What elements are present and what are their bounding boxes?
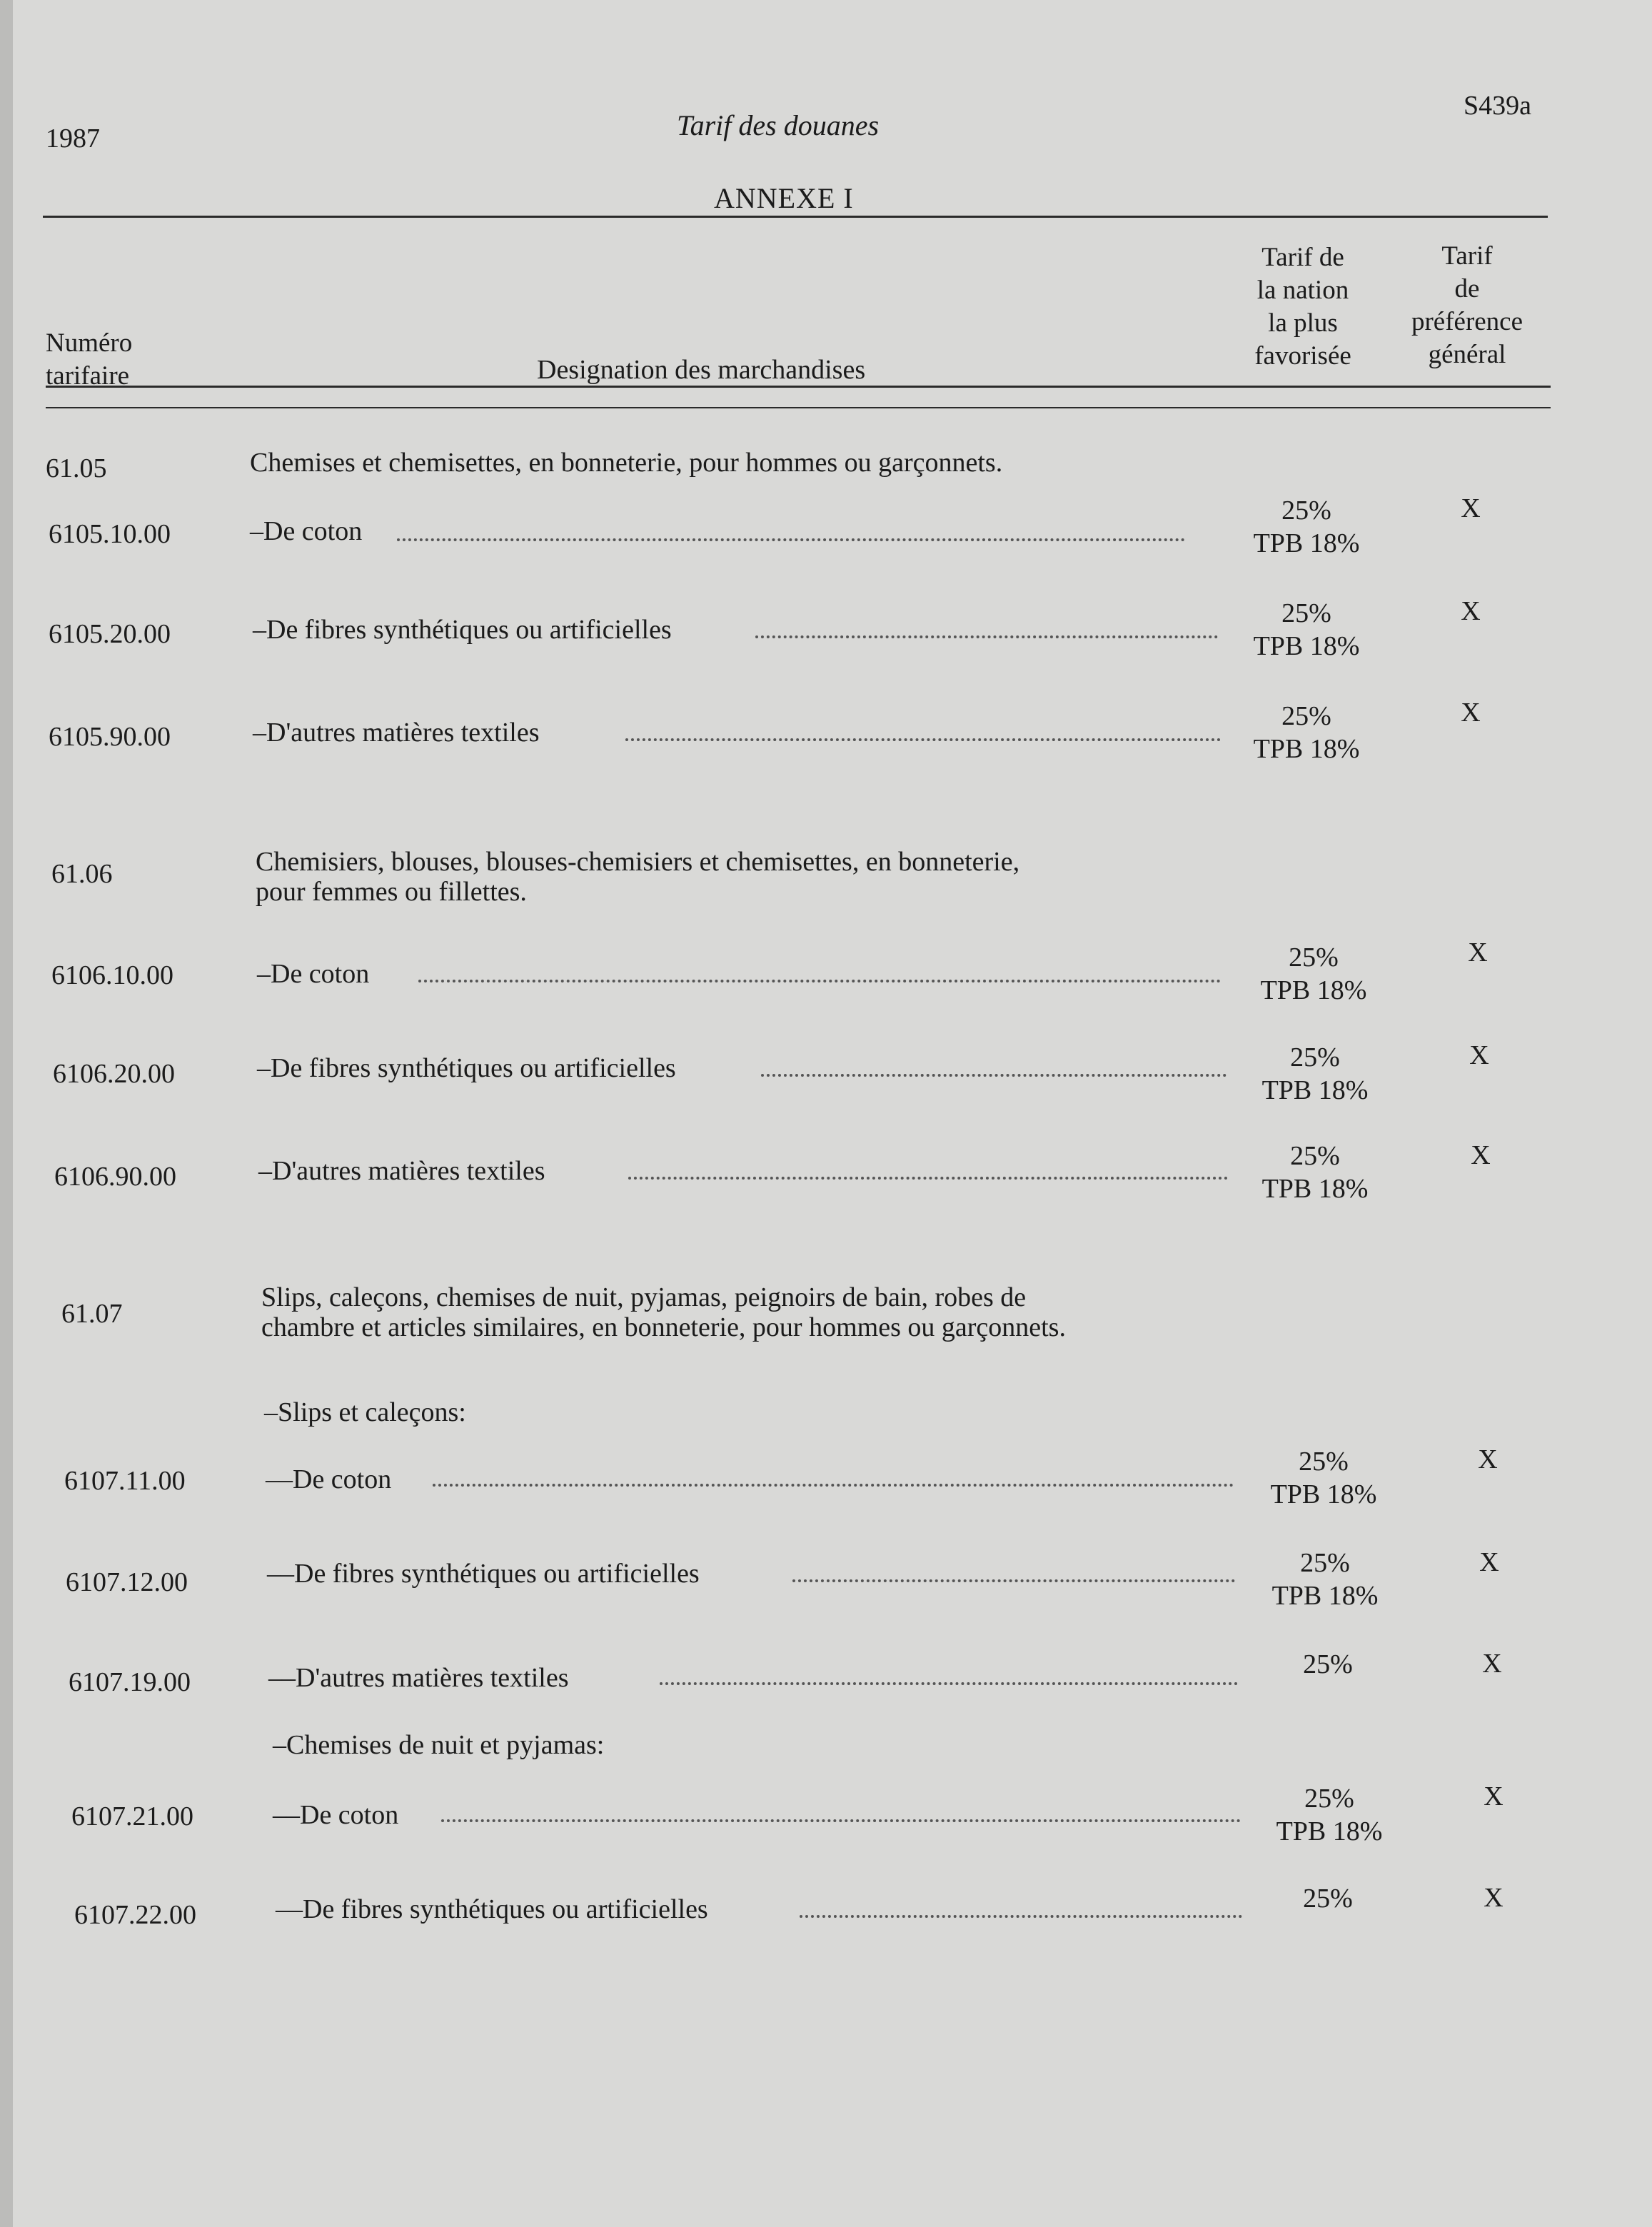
item-description: –D'autres matières textiles: [258, 1156, 545, 1186]
tariff-number: 6105.10.00: [49, 519, 171, 549]
heading-description: Chemises et chemisettes, en bonneterie, pour hommes ou garçonnets.: [250, 448, 1003, 478]
gpt-mark: X: [1469, 1040, 1489, 1070]
gpt-mark: X: [1478, 1444, 1498, 1474]
page-binding-edge: [0, 0, 13, 2227]
tariff-number: 6106.20.00: [53, 1059, 175, 1089]
column-header-gpt: Tarif de préférence général: [1411, 241, 1523, 369]
page-title: Tarif des douanes: [677, 109, 880, 141]
leader-dots: [628, 1177, 1228, 1180]
leader-dots: [660, 1682, 1238, 1685]
tariff-number: 6105.90.00: [49, 722, 171, 752]
heading-description: Chemisiers, blouses, blouses-chemisiers et chemisettes, en bonneterie, pour femmes ou fillettes.: [256, 847, 1020, 907]
subheading-description: –Slips et caleçons:: [264, 1397, 466, 1427]
column-header-description: Designation des marchandises: [537, 355, 866, 385]
item-description: –De coton: [257, 959, 370, 989]
item-description: ––De fibres synthétiques ou artificielles: [276, 1894, 708, 1924]
leader-dots: [800, 1915, 1242, 1918]
item-description: –De fibres synthétiques ou artificielles: [253, 615, 672, 645]
gpt-mark: X: [1461, 493, 1481, 523]
mfn-rate: 25% TPB 18%: [1261, 1141, 1369, 1204]
mfn-rate: 25% TPB 18%: [1261, 1042, 1369, 1105]
mfn-rate: 25% TPB 18%: [1253, 701, 1360, 764]
gpt-mark: X: [1461, 698, 1481, 728]
tariff-number: 6107.11.00: [64, 1466, 186, 1496]
annex-title: ANNEXE I: [714, 182, 854, 214]
gpt-mark: X: [1484, 1781, 1504, 1811]
tariff-number: 6106.10.00: [51, 960, 173, 990]
mfn-rate: 25%: [1303, 1884, 1353, 1914]
gpt-mark: X: [1479, 1547, 1499, 1577]
mfn-rate: 25% TPB 18%: [1260, 942, 1367, 1005]
gpt-mark: X: [1461, 596, 1481, 626]
leader-dots: [625, 738, 1221, 741]
leader-dots: [755, 635, 1218, 638]
leader-dots: [397, 538, 1185, 541]
mfn-rate: 25% TPB 18%: [1253, 598, 1360, 661]
heading-description: Slips, caleçons, chemises de nuit, pyjamas, peignoirs de bain, robes de chambre et articles similaires, en bonneterie, pour hommes ou garçonnets.: [261, 1282, 1066, 1342]
tariff-number: 6107.21.00: [71, 1801, 193, 1831]
mfn-rate: 25% TPB 18%: [1253, 496, 1360, 558]
mfn-rate: 25%: [1303, 1649, 1353, 1679]
tariff-number: 6107.12.00: [66, 1567, 188, 1597]
mfn-rate: 25% TPB 18%: [1270, 1447, 1377, 1509]
tariff-number: 6107.22.00: [74, 1900, 196, 1930]
header-year: 1987: [46, 124, 100, 154]
header-bottom-rule-2: [46, 407, 1551, 408]
item-description: –De coton: [250, 516, 363, 546]
item-description: –D'autres matières textiles: [253, 718, 540, 748]
tariff-number: 61.05: [46, 453, 107, 483]
tariff-number: 6105.20.00: [49, 619, 171, 649]
tariff-number: 61.07: [61, 1299, 123, 1329]
mfn-rate: 25% TPB 18%: [1276, 1784, 1383, 1846]
gpt-mark: X: [1482, 1649, 1502, 1679]
tariff-number: 61.06: [51, 859, 113, 889]
item-description: ––De coton: [266, 1464, 392, 1494]
item-description: ––De fibres synthétiques ou artificielles: [267, 1559, 700, 1589]
item-description: –De fibres synthétiques ou artificielles: [257, 1053, 676, 1083]
gpt-mark: X: [1468, 937, 1488, 967]
column-header-mfn: Tarif de la nation la plus favorisée: [1254, 243, 1351, 371]
column-header-number: Numéro tarifaire: [46, 328, 133, 391]
page-code: S439a: [1464, 91, 1531, 121]
top-rule: [43, 216, 1548, 218]
item-description: ––D'autres matières textiles: [268, 1663, 569, 1693]
header-bottom-rule: [46, 386, 1551, 388]
tariff-number: 6106.90.00: [54, 1162, 176, 1192]
gpt-mark: X: [1471, 1140, 1491, 1170]
leader-dots: [418, 980, 1221, 982]
item-description: ––De coton: [273, 1800, 399, 1830]
leader-dots: [441, 1819, 1241, 1822]
subheading-description: –Chemises de nuit et pyjamas:: [273, 1730, 605, 1760]
mfn-rate: 25% TPB 18%: [1271, 1548, 1379, 1611]
gpt-mark: X: [1484, 1883, 1504, 1913]
leader-dots: [792, 1579, 1235, 1582]
leader-dots: [433, 1484, 1234, 1487]
leader-dots: [761, 1074, 1227, 1077]
tariff-number: 6107.19.00: [69, 1667, 191, 1697]
